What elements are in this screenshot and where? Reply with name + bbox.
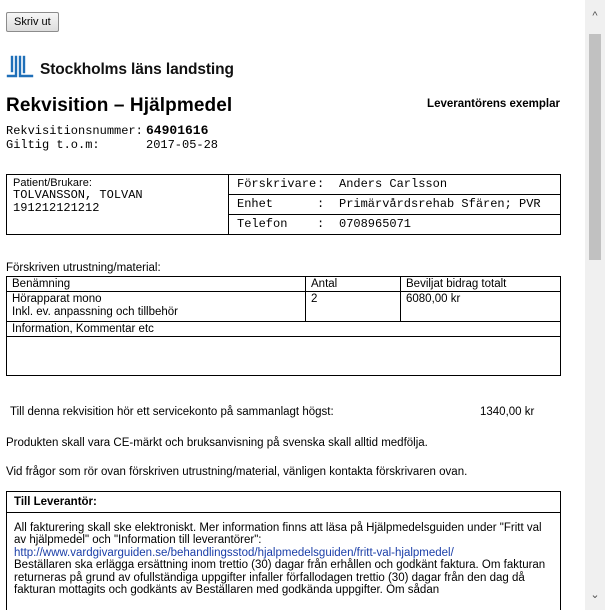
supplier-para2: Beställaren ska erlägga ersättning inom trettio (30) dagar från erhållen och godkänt faktura. Om fakturan returneras på grund av ofullständiga uppgifter infaller förfallodagen trettio (30) dagar från den dag då fakturan mottagits och godkänts av Beställaren med godkända uppgifter. Om sådan bbox=[14, 559, 546, 596]
phone-sep: : bbox=[317, 217, 325, 231]
ce-note: Produkten skall vara CE-märkt och bruksanvisning på svenska skall alltid medfölja. bbox=[6, 437, 428, 449]
unit-label: Enhet bbox=[237, 197, 274, 211]
supplier-divider bbox=[7, 512, 560, 513]
prescriber-row bbox=[229, 175, 561, 195]
logo bbox=[6, 52, 234, 82]
item-name-cell bbox=[7, 292, 306, 322]
col-header-name: Benämning bbox=[7, 277, 306, 292]
item-amount: 6080,00 kr bbox=[401, 292, 561, 322]
comment-value bbox=[7, 337, 561, 376]
service-account-amount: 1340,00 kr bbox=[480, 406, 535, 418]
unit-row bbox=[229, 195, 561, 215]
contact-note: Vid frågor som rör ovan förskriven utrustning/material, vänligen kontakta förskrivaren ovan. bbox=[6, 466, 468, 478]
patient-name: TOLVANSSON, TOLVAN bbox=[13, 188, 143, 202]
comment-label-row bbox=[7, 322, 561, 337]
print-button[interactable]: Skriv ut bbox=[6, 12, 59, 32]
item-qty: 2 bbox=[306, 292, 401, 322]
patient-label: Patient/Brukare: bbox=[13, 177, 92, 189]
req-number-value: 64901616 bbox=[146, 123, 209, 138]
requisition-meta bbox=[6, 124, 218, 152]
phone-label: Telefon bbox=[237, 217, 288, 231]
table-row bbox=[7, 292, 561, 322]
scroll-thumb[interactable] bbox=[589, 34, 601, 260]
hjalpmedelsguiden-link[interactable]: http://www.vardgivarguiden.se/behandlingsstod/hjalpmedelsguiden/fritt-val-hjalpmedel/ bbox=[14, 546, 454, 559]
logo-org-name: Stockholms läns landsting bbox=[40, 61, 234, 78]
phone-value: 0708965071 bbox=[339, 217, 412, 231]
valid-until-label: Giltig t.o.m: bbox=[6, 138, 100, 152]
req-number-label: Rekvisitionsnummer: bbox=[6, 124, 143, 138]
scroll-up-icon[interactable]: ^ bbox=[592, 10, 598, 22]
table-header-row bbox=[7, 277, 561, 292]
comment-label: Information, Kommentar etc bbox=[7, 322, 561, 337]
sll-logo-icon bbox=[6, 54, 34, 80]
comment-body-row bbox=[7, 337, 561, 376]
supplier-para1: All fakturering skall ske elektroniskt. Mer information finns att läsa på Hjälpmedelsguiden under "Fritt val av hjälpmedel" och "Information till leverantörer": bbox=[14, 521, 542, 546]
phone-row bbox=[229, 215, 561, 235]
prescriber-value: Anders Carlsson bbox=[339, 177, 448, 191]
unit-value: Primärvårdsrehab Sfären; PVR bbox=[339, 197, 541, 211]
supplier-box bbox=[6, 491, 561, 610]
col-header-qty: Antal bbox=[306, 277, 401, 292]
item-sub: Inkl. ev. anpassning och tillbehör bbox=[12, 306, 178, 318]
patient-cell bbox=[7, 175, 229, 235]
unit-sep: : bbox=[317, 197, 325, 211]
supplier-heading: Till Leverantör: bbox=[14, 496, 97, 508]
service-account-text: Till denna rekvisition hör ett servicekonto på sammanlagt högst: bbox=[10, 406, 334, 418]
equipment-table bbox=[6, 276, 561, 376]
service-account bbox=[10, 406, 540, 418]
prescriber-sep: : bbox=[317, 177, 325, 191]
equipment-section-label: Förskriven utrustning/material: bbox=[6, 262, 161, 274]
page-title: Rekvisition – Hjälpmedel bbox=[6, 95, 233, 116]
scroll-down-icon[interactable]: ⌄ bbox=[590, 588, 600, 601]
valid-until-value: 2017-05-28 bbox=[146, 138, 219, 152]
item-name: Hörapparat mono bbox=[12, 293, 102, 305]
patient-prescriber-table bbox=[6, 174, 561, 235]
copy-label: Leverantörens exemplar bbox=[427, 98, 560, 110]
patient-id: 191212121212 bbox=[13, 201, 100, 215]
prescriber-label: Förskrivare bbox=[237, 177, 317, 191]
col-header-amount: Beviljat bidrag totalt bbox=[401, 277, 561, 292]
vertical-scrollbar[interactable] bbox=[585, 0, 605, 610]
